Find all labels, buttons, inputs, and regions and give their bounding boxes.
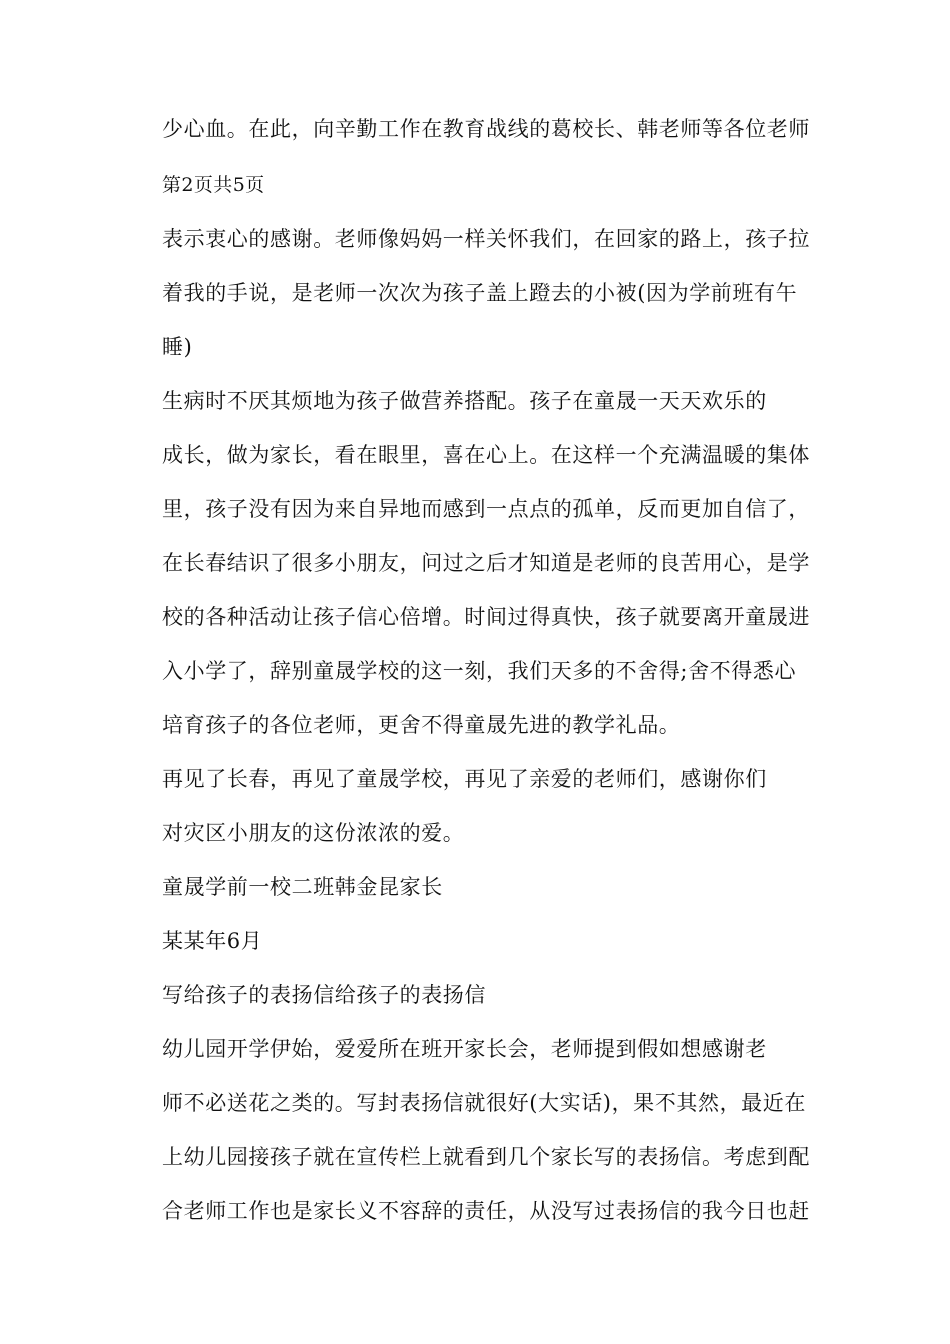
text-line: 合老师工作也是家长义不容辞的责任，从没写过表扬信的我今日也赶 (162, 1199, 810, 1223)
text-line: 入小学了，辞别童晟学校的这一刻，我们天多的不舍得;舍不得悉心 (162, 659, 797, 683)
page-number: 第2页共5页 (162, 174, 265, 196)
text-line: 着我的手说，是老师一次次为孩子盖上蹬去的小被(因为学前班有午 (162, 281, 798, 305)
text-line: 在长春结识了很多小朋友，问过之后才知道是老师的良苦用心，是学 (162, 551, 810, 575)
text-line: 上幼儿园接孩子就在宣传栏上就看到几个家长写的表扬信。考虑到配 (162, 1145, 810, 1169)
text-line: 睡) (162, 335, 193, 359)
text-line: 生病时不厌其烦地为孩子做营养搭配。孩子在童晟一天天欢乐的 (162, 389, 767, 413)
text-line: 少心血。在此，向辛勤工作在教育战线的葛校长、韩老师等各位老师 (162, 117, 810, 141)
text-line: 成长，做为家长，看在眼里，喜在心上。在这样一个充满温暖的集体 (162, 443, 810, 467)
text-line: 对灾区小朋友的这份浓浓的爱。 (162, 821, 465, 845)
text-line: 幼儿园开学伊始，爱爱所在班开家长会，老师提到假如想感谢老 (162, 1037, 767, 1061)
text-line: 师不必送花之类的。写封表扬信就很好(大实话)，果不其然，最近在 (162, 1091, 806, 1115)
text-line: 再见了长春，再见了童晟学校，再见了亲爱的老师们，感谢你们 (162, 767, 767, 791)
text-line: 校的各种活动让孩子信心倍增。时间过得真快，孩子就要离开童晟进 (162, 605, 810, 629)
section-title: 写给孩子的表扬信给孩子的表扬信 (162, 983, 486, 1007)
text-line: 里，孩子没有因为来自异地而感到一点点的孤单，反而更加自信了， (162, 497, 810, 521)
text-line: 表示衷心的感谢。老师像妈妈一样关怀我们，在回家的路上，孩子拉 (162, 227, 810, 251)
text-line: 培育孩子的各位老师，更舍不得童晟先进的教学礼品。 (162, 713, 681, 737)
date-line: 某某年6月 (162, 929, 263, 953)
signature-line: 童晟学前一校二班韩金昆家长 (162, 875, 443, 899)
